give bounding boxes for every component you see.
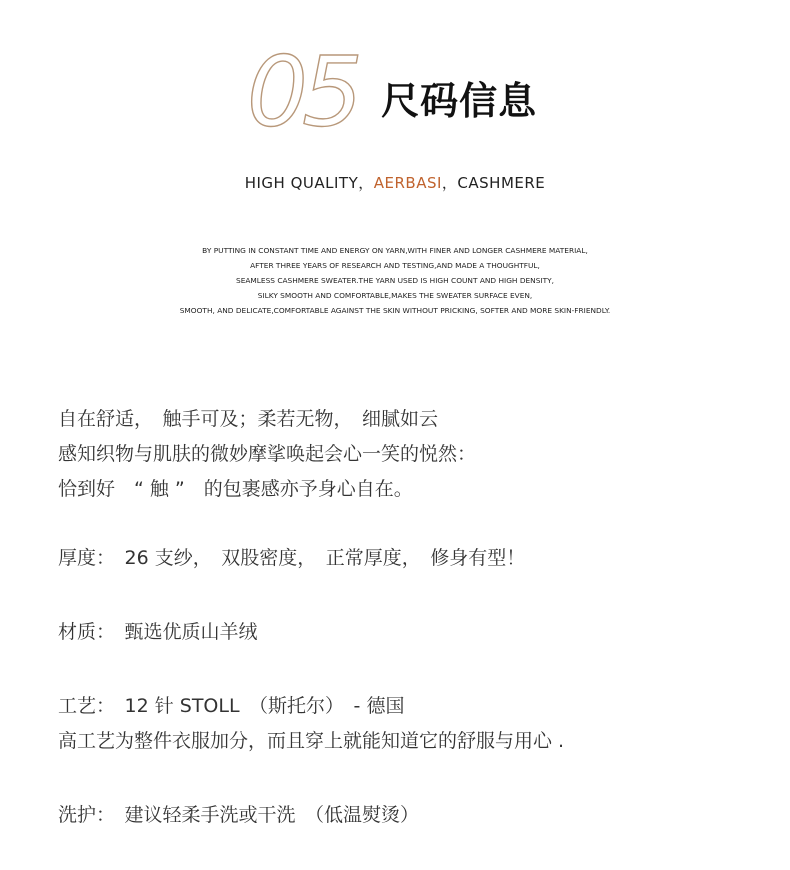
intro-line: 自在舒适， 触手可及；柔若无物， 细腻如云 bbox=[58, 408, 439, 430]
description-line: SEAMLESS CASHMERE SWEATER.THE YARN USED IS HIGH COUNT AND HIGH DENSITY, bbox=[236, 276, 554, 285]
tagline-quality: HIGH QUALITY， bbox=[244, 174, 374, 192]
description-line: BY PUTTING IN CONSTANT TIME AND ENERGY ON YARN,WITH FINER AND LONGER CASHMERE MATERIAL, bbox=[202, 246, 588, 255]
product-details bbox=[58, 402, 758, 833]
english-description bbox=[0, 243, 790, 318]
description-line: AFTER THREE YEARS OF RESEARCH AND TESTING,AND MADE A THOUGHTFUL, bbox=[250, 261, 540, 270]
tagline bbox=[0, 172, 790, 193]
section-title: 尺码信息 bbox=[381, 78, 538, 123]
section-header bbox=[0, 36, 790, 148]
care-info: 洗护： 建议轻柔手洗或干洗 （低温熨烫） bbox=[58, 804, 420, 826]
thickness-info: 厚度： 26 支纱， 双股密度， 正常厚度， 修身有型！ bbox=[58, 547, 526, 569]
tagline-brand: AERBASI bbox=[373, 174, 442, 192]
description-line: SILKY SMOOTH AND COMFORTABLE,MAKES THE SWEATER SURFACE EVEN, bbox=[257, 291, 533, 300]
material-info: 材质： 甄选优质山羊绒 bbox=[58, 621, 258, 643]
intro-line: 感知织物与肌肤的微妙摩挲唤起会心一笑的悦然： bbox=[58, 443, 477, 465]
tagline-cashmere: ，CASHMERE bbox=[441, 174, 546, 192]
section-number: 05 bbox=[246, 36, 358, 148]
craft-note: 高工艺为整件衣服加分，而且穿上就能知道它的舒服与用心 . bbox=[58, 730, 565, 752]
craft-info: 工艺： 12 针 STOLL （斯托尔） - 德国 bbox=[58, 695, 405, 717]
description-line: SMOOTH, AND DELICATE,COMFORTABLE AGAINST THE SKIN WITHOUT PRICKING, SOFTER AND MORE SKIN-FRIENDLY. bbox=[179, 306, 611, 315]
intro-line: 恰到好 “ 触 ” 的包裹感亦予身心自在。 bbox=[58, 478, 413, 500]
